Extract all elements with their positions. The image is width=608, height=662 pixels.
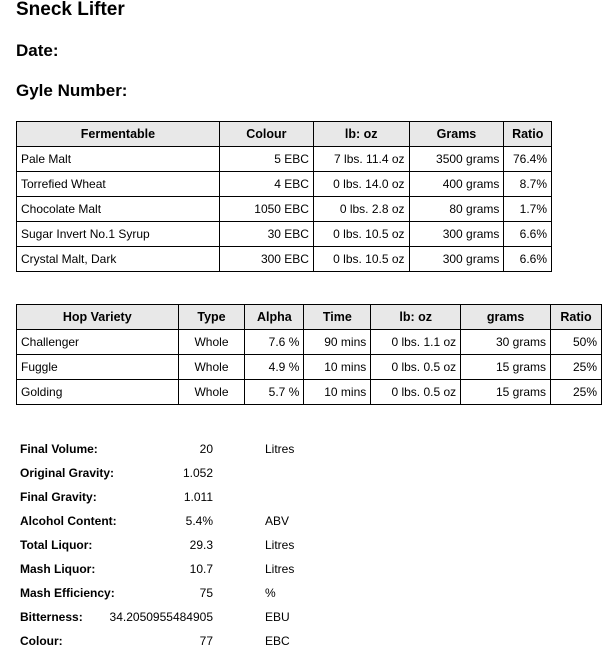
- column-header: lb: oz: [371, 305, 461, 330]
- table-cell: 80 grams: [409, 197, 504, 222]
- summary-key: Mash Efficiency:: [20, 586, 115, 600]
- table-cell: 300 grams: [409, 247, 504, 272]
- table-cell: Torrefied Wheat: [17, 172, 220, 197]
- table-cell: 90 mins: [304, 330, 371, 355]
- table-cell: Whole: [178, 355, 245, 380]
- column-header: Time: [304, 305, 371, 330]
- column-header: Ratio: [504, 122, 552, 147]
- table-cell: Chocolate Malt: [17, 197, 220, 222]
- gyle-number-label: Gyle Number:: [16, 81, 128, 100]
- summary-key: Alcohol Content:: [20, 514, 117, 528]
- table-row: [17, 172, 552, 197]
- summary-row: [20, 533, 320, 557]
- table-cell: Crystal Malt, Dark: [17, 247, 220, 272]
- table-cell: 400 grams: [409, 172, 504, 197]
- summary-row: [20, 557, 320, 581]
- summary-value: 75: [199, 586, 213, 600]
- table-row: [17, 355, 602, 380]
- summary-value: 5.4%: [185, 514, 213, 528]
- table-cell: 10 mins: [304, 380, 371, 405]
- column-header: Colour: [219, 122, 313, 147]
- table-cell: 0 lbs. 0.5 oz: [371, 355, 461, 380]
- recipe-title: Sneck Lifter: [16, 0, 125, 20]
- table-cell: 15 grams: [461, 380, 551, 405]
- table-cell: 0 lbs. 1.1 oz: [371, 330, 461, 355]
- table-cell: 5 EBC: [219, 147, 313, 172]
- table-cell: Whole: [178, 380, 245, 405]
- column-header: Fermentable: [17, 122, 220, 147]
- date-label: Date:: [16, 41, 59, 60]
- table-cell: 25%: [551, 355, 602, 380]
- summary-value: 10.7: [189, 562, 213, 576]
- table-cell: 6.6%: [504, 247, 552, 272]
- summary-unit: Litres: [265, 562, 295, 576]
- summary-row: [20, 485, 320, 509]
- summary-unit: EBU: [265, 610, 290, 624]
- summary-unit: ABV: [265, 514, 290, 528]
- table-cell: Challenger: [17, 330, 179, 355]
- summary-unit: %: [265, 586, 276, 600]
- summary-row: [20, 437, 320, 461]
- table-cell: 1.7%: [504, 197, 552, 222]
- hops-header-row: [17, 305, 602, 330]
- summary-value: 1.052: [182, 466, 213, 480]
- summary-key: Final Volume:: [20, 442, 98, 456]
- summary-value: 77: [199, 634, 213, 648]
- summary-key: Final Gravity:: [20, 490, 97, 504]
- table-cell: 6.6%: [504, 222, 552, 247]
- summary-key: Mash Liquor:: [20, 562, 96, 576]
- table-cell: 0 lbs. 14.0 oz: [313, 172, 409, 197]
- summary-row: [20, 509, 320, 533]
- table-cell: 8.7%: [504, 172, 552, 197]
- table-cell: Pale Malt: [17, 147, 220, 172]
- table-cell: Golding: [17, 380, 179, 405]
- table-cell: Sugar Invert No.1 Syrup: [17, 222, 220, 247]
- table-cell: 3500 grams: [409, 147, 504, 172]
- summary-row: [20, 461, 320, 485]
- table-cell: 300 grams: [409, 222, 504, 247]
- column-header: Hop Variety: [17, 305, 179, 330]
- summary-key: Total Liquor:: [20, 538, 93, 552]
- table-cell: 10 mins: [304, 355, 371, 380]
- summary-key: Bitterness:: [20, 610, 83, 624]
- summary-value: 20: [199, 442, 213, 456]
- fermentables-header-row: [17, 122, 552, 147]
- table-row: [17, 330, 602, 355]
- table-cell: 0 lbs. 2.8 oz: [313, 197, 409, 222]
- table-cell: 0 lbs. 0.5 oz: [371, 380, 461, 405]
- table-cell: 5.7 %: [245, 380, 304, 405]
- summary-value: 1.011: [183, 490, 213, 504]
- table-cell: 76.4%: [504, 147, 552, 172]
- fermentables-table: [16, 121, 552, 272]
- summary-unit: Litres: [265, 538, 295, 552]
- table-cell: 4.9 %: [245, 355, 304, 380]
- table-cell: 15 grams: [461, 355, 551, 380]
- table-row: [17, 247, 552, 272]
- summary-value: 29.3: [189, 538, 213, 552]
- column-header: Alpha: [245, 305, 304, 330]
- column-header: grams: [461, 305, 551, 330]
- summary-row: [20, 605, 320, 629]
- table-cell: 4 EBC: [219, 172, 313, 197]
- table-cell: 1050 EBC: [219, 197, 313, 222]
- summary-row: [20, 629, 320, 653]
- summary-value: 34.2050955484905: [109, 610, 213, 624]
- brew-summary: [20, 437, 320, 653]
- summary-unit: Litres: [265, 442, 295, 456]
- table-cell: 25%: [551, 380, 602, 405]
- table-cell: 50%: [551, 330, 602, 355]
- table-cell: 30 EBC: [219, 222, 313, 247]
- table-cell: 0 lbs. 10.5 oz: [313, 247, 409, 272]
- table-cell: 30 grams: [461, 330, 551, 355]
- table-cell: Fuggle: [17, 355, 179, 380]
- table-row: [17, 197, 552, 222]
- table-cell: 0 lbs. 10.5 oz: [313, 222, 409, 247]
- table-row: [17, 222, 552, 247]
- column-header: Type: [178, 305, 245, 330]
- summary-row: [20, 581, 320, 605]
- summary-key: Colour:: [20, 634, 63, 648]
- hops-table: [16, 304, 602, 405]
- summary-key: Original Gravity:: [20, 466, 115, 480]
- column-header: lb: oz: [313, 122, 409, 147]
- table-cell: Whole: [178, 330, 245, 355]
- table-cell: 7 lbs. 11.4 oz: [313, 147, 409, 172]
- column-header: Ratio: [551, 305, 602, 330]
- table-cell: 300 EBC: [219, 247, 313, 272]
- table-cell: 7.6 %: [245, 330, 304, 355]
- table-row: [17, 147, 552, 172]
- table-row: [17, 380, 602, 405]
- column-header: Grams: [409, 122, 504, 147]
- summary-unit: EBC: [265, 634, 290, 648]
